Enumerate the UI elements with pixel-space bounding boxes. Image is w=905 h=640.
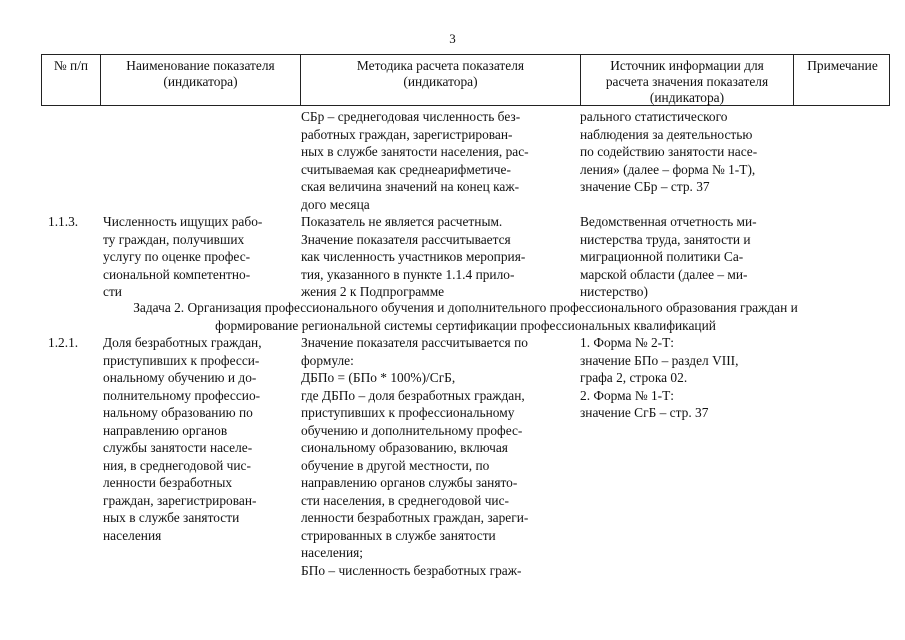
page-number: 3	[449, 31, 456, 46]
row-1-2-1-method: Значение показателя рассчитывается по формуле: ДБПо = (БПо * 100%)/СгБ, где ДБПо – доля безработных граждан, приступивших к профессиональному обучению и дополнительному профес- сиональному образованию, включая обучение в другой местности, по направлению органов службы занято- сти населения, в среднегодовой чис- ленности безработных граждан, зареги- стрированных в службе занятости населения; БПо – численность безработных граж-	[301, 335, 529, 578]
header-col-num: № п/п	[42, 55, 101, 106]
header-col-source: Источник информации для расчета значения показателя (индикатора)	[581, 55, 794, 106]
header-col-name: Наименование показателя (индикатора)	[101, 55, 301, 106]
row-1-2-1-name: Доля безработных граждан, приступивших к професси- ональному обучению и до- полнительному профессио- нальному образованию по направлению органов службы занятости населе- ния, в среднегодовой чис- ленности безработных граждан, зарегистрирован- ных в службе занятости населения	[103, 335, 262, 543]
header-col-note: Примечание	[807, 58, 878, 73]
row-1-2-1-number: 1.2.1.	[48, 335, 79, 350]
row-1-1-3-source: Ведомственная отчетность ми- нистерства труда, занятости и миграционной политики Са- марской области (далее – ми- нистерство)	[580, 214, 757, 299]
row-1-1-3-name: Численность ищущих рабо- ту граждан, получивших услугу по оценке профес- сиональной компетентно- сти	[103, 214, 263, 299]
header-col-method: Методика расчета показателя (индикатора)	[301, 55, 581, 106]
task-2-heading: Задача 2. Организация профессионального обучения и дополнительного профессионального образования граждан и формирование региональной системы сертификации профессиональных квалификаций	[133, 300, 798, 333]
row-1-1-3-number: 1.1.3.	[48, 214, 79, 229]
row-1-2-1-source: 1. Форма № 2-Т: значение БПо – раздел VIII, графа 2, строка 02. 2. Форма № 1-Т: значение СгБ – стр. 37	[580, 335, 739, 420]
cont-method-cell: СБр – среднегодовая численность без- работных граждан, зарегистрирован- ных в службе занятости населения, рас- считываемая как среднеарифметиче- ская величина значений на конец каж- дого месяца	[301, 109, 529, 212]
cont-source-cell: рального статистического наблюдения за деятельностью по содействию занятости насе- ления» (далее – форма № 1-Т), значение СБр – стр. 37	[580, 109, 758, 194]
table-header	[41, 54, 890, 106]
row-1-1-3-method: Показатель не является расчетным. Значение показателя рассчитывается как численность участников мероприя- тия, указанного в пункте 1.1.4 прило- жения 2 к Подпрограмме	[301, 214, 526, 299]
